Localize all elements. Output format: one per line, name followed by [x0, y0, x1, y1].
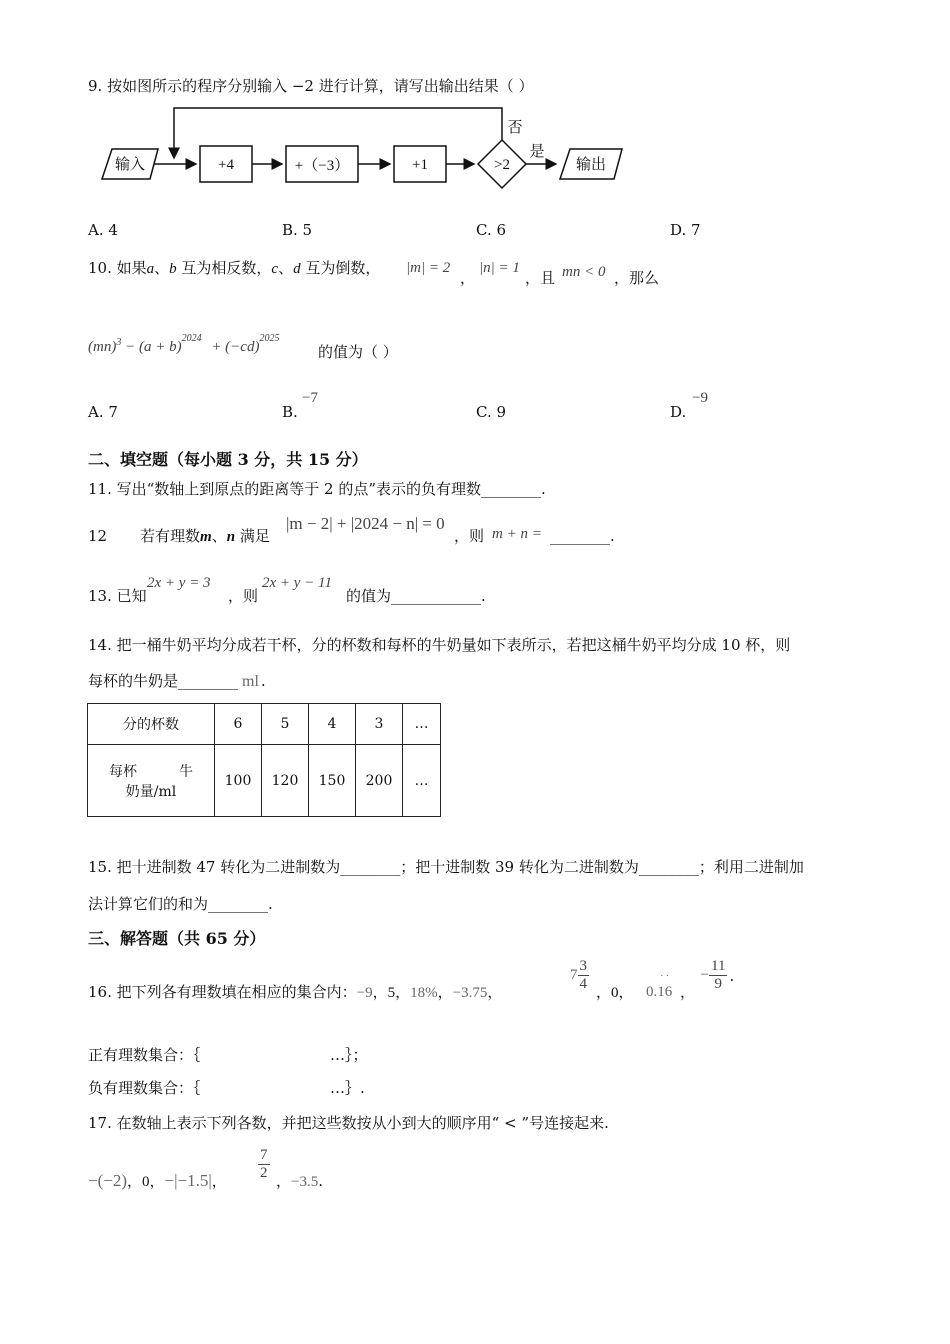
q16-sep7: ，	[680, 983, 696, 1001]
q16-mixed-number: 7 $\frac{3}{4}$	[570, 958, 587, 992]
q16-negative-set-label: 负有理数集合：｛	[88, 1079, 201, 1097]
flow-yes-label: 是	[529, 144, 545, 160]
section3-heading: 三、解答题（共 65 分）	[88, 929, 266, 948]
q14-line2: 每杯的牛奶是________ ml .	[88, 672, 266, 690]
flow-input-label: 输入	[114, 157, 146, 173]
table-header-milk-line1: 每杯 牛	[109, 763, 193, 780]
flow-no-label: 否	[507, 120, 523, 136]
table-cell: …	[403, 704, 441, 745]
q12-then: ，则	[454, 527, 485, 545]
q9-option-a: A. 4	[88, 221, 118, 239]
q15-line2: 法计算它们的和为________.	[88, 895, 273, 913]
q16-repeating-dots: ··	[660, 970, 672, 982]
q17-values: −(−2)，0，−|−1.5|，	[88, 1171, 227, 1190]
q12-number: 12	[88, 527, 108, 545]
q10-tail: 的值为（ ）	[318, 343, 398, 361]
q16-fraction-2: $\frac{11}{9}$	[711, 958, 726, 992]
q10-and: ，且	[525, 269, 556, 287]
q17-tail: ，−3.5.	[276, 1172, 324, 1190]
q16-rest: ，0，	[596, 983, 634, 1001]
q10-option-b: B.	[282, 403, 298, 421]
flow-output-label: 输出	[575, 157, 607, 173]
q10-comma: ，	[460, 269, 476, 287]
q9-flowchart	[96, 104, 636, 190]
q10-option-d: D.	[670, 403, 687, 421]
q12-lead: 若有理数m、n 满足	[140, 527, 270, 545]
q10-cond1: |m| = 2	[406, 260, 451, 276]
table-cell: …	[403, 745, 441, 817]
section2-heading: 二、填空题（每小题 3 分，共 15 分）	[88, 450, 368, 469]
q13-prefix: 13. 已知	[88, 587, 147, 605]
q12-expression2: m + n =	[492, 526, 542, 542]
flow-step2-label: +（−3）	[294, 158, 350, 174]
flow-decision-label: >2	[494, 157, 510, 173]
flow-step1-label: +4	[218, 157, 234, 173]
table-cell: 200	[356, 745, 403, 817]
q16-neg-fraction: − $\frac{11}{9}$ .	[700, 958, 735, 992]
q10-cond2: |n| = 1	[479, 260, 520, 276]
table-cell: 100	[215, 745, 262, 817]
q16-fraction: $\frac{3}{4}$	[579, 958, 587, 992]
q9-option-d: D. 7	[670, 221, 701, 239]
q9-option-b: B. 5	[282, 221, 313, 239]
table-header-milk	[88, 745, 215, 817]
q16-negative-set-end: …｝.	[330, 1079, 365, 1097]
q10-option-b-value: −7	[302, 390, 318, 406]
q13-tail: 的值为____________.	[346, 587, 486, 605]
table-cell: 3	[356, 704, 403, 745]
table-header-milk-line2: 奶量/ml	[125, 783, 177, 800]
q9-option-c: C. 6	[476, 221, 507, 239]
milk-table	[87, 703, 441, 817]
q16-line: 16. 把下列各有理数填在相应的集合内：−9，5，18%，−3.75，	[88, 983, 503, 1001]
q17-text: 17. 在数轴上表示下列各数，并把这些数按从小到大的顺序用“ < ”号连接起来.	[88, 1114, 609, 1132]
q17-fraction: $\frac{7}{2}$	[260, 1147, 268, 1181]
table-cell: 4	[309, 704, 356, 745]
table-header-cups: 分的杯数	[88, 704, 215, 745]
q16-positive-set-end: …｝；	[330, 1046, 368, 1064]
q10-expression: $(mn)^3 - (a + b)^{2024} + (-cd)^{2025}$	[88, 333, 280, 355]
q10-option-c: C. 9	[476, 403, 507, 421]
table-cell: 6	[215, 704, 262, 745]
q10-option-d-value: −9	[692, 390, 708, 406]
q12-blank: ________.	[550, 527, 615, 545]
flow-step3-label: +1	[412, 157, 428, 173]
table-cell: 150	[309, 745, 356, 817]
q15-line1: 15. 把十进制数 47 转化为二进制数为________；把十进制数 39 转化为二进制数为________；利用二进制加	[88, 858, 804, 876]
q9-text: 9. 按如图所示的程序分别输入 −2 进行计算，请写出输出结果（ ）	[88, 77, 534, 95]
q13-mid: ，则	[228, 587, 259, 605]
table-cell: 5	[262, 704, 309, 745]
q10-option-a: A. 7	[88, 403, 118, 421]
q12-expression: |m − 2| + |2024 − n| = 0	[286, 514, 445, 533]
q10-line1: 10. 如果a、b 互为相反数，c、d 互为倒数，	[88, 259, 381, 277]
q13-expr2: 2x + y − 11	[262, 575, 332, 591]
q10-cond3: mn < 0	[562, 264, 606, 280]
q16-repeating: 0.16	[646, 984, 673, 1000]
table-cell: 120	[262, 745, 309, 817]
q16-positive-set-label: 正有理数集合：｛	[88, 1046, 201, 1064]
q14-line1: 14. 把一桶牛奶平均分成若干杯，分的杯数和每杯的牛奶量如下表所示，若把这桶牛奶平均分成 10 杯，则	[88, 636, 791, 654]
table-row	[88, 745, 441, 817]
q10-then: ，那么	[614, 269, 660, 287]
q11-text: 11. 写出“数轴上到原点的距离等于 2 的点”表示的负有理数________.	[88, 480, 546, 498]
table-row	[88, 704, 441, 745]
q13-expr1: 2x + y = 3	[147, 575, 211, 591]
